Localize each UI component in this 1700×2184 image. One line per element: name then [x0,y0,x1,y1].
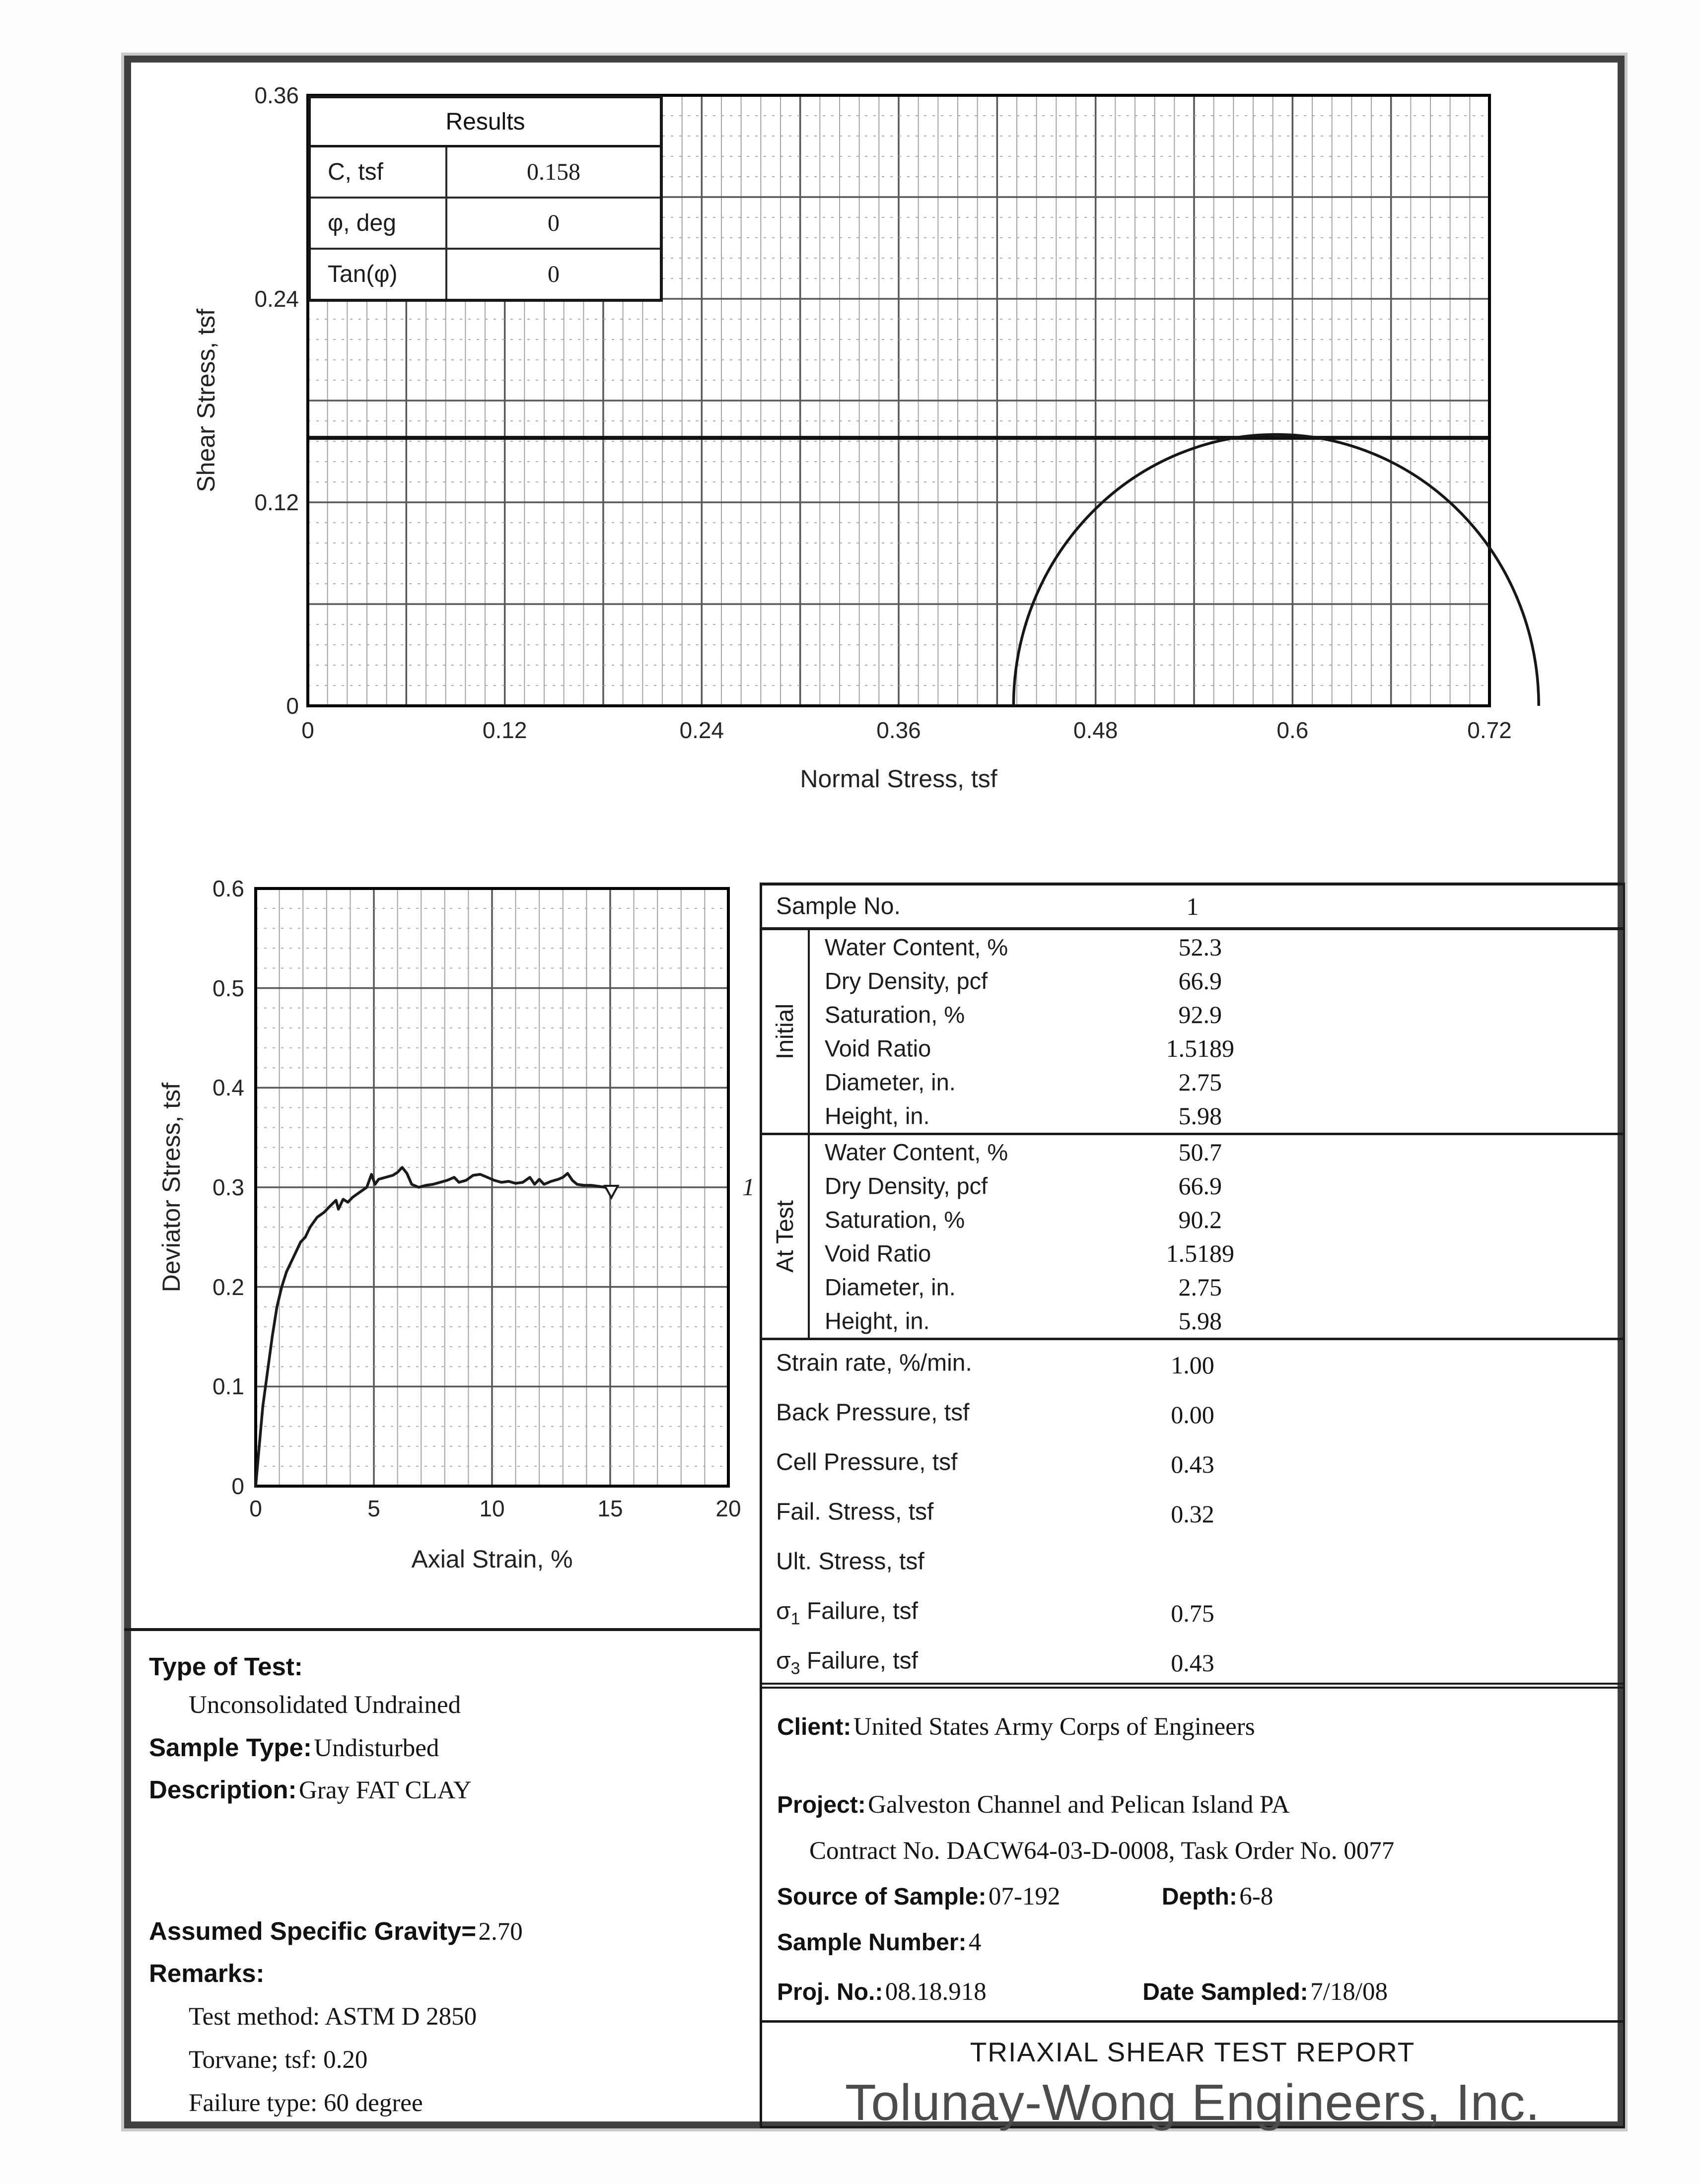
mohr-x-tick-labels [301,717,1512,747]
param-row-strain-rate: Strain rate, %/min. 1.00 [776,1350,1214,1379]
report-title: TRIAXIAL SHEAR TEST REPORT [970,2037,1416,2067]
mohr-y-tick-labels [233,82,303,719]
initial-group-label: Initial [762,930,810,1133]
at-test-group [762,1135,1623,1340]
y-tick-label: 0 [231,1473,244,1499]
sample-type-line: Sample Type: Undisturbed [149,1733,439,1762]
table-row: Height, in. 5.98 [825,1307,1222,1335]
stress-strain-x-axis-title: Axial Strain, % [411,1545,573,1573]
results-value: 0 [548,210,560,236]
stress-strain-chart [256,888,728,1486]
project-line: Project: Galveston Channel and Pelican Island PA [777,1791,1290,1819]
param-row-cell-pressure: Cell Pressure, tsf 0.43 [776,1449,1214,1478]
table-row: Water Content, % 50.7 [825,1138,1222,1166]
results-row-tan-phi [311,250,660,299]
type-of-test-label: Type of Test: [149,1652,303,1681]
x-tick-label: 10 [479,1496,505,1521]
param-row-ult-stress: Ult. Stress, tsf [776,1548,924,1575]
sample-no-row [762,886,1623,930]
y-tick-label: 0.2 [212,1274,244,1300]
results-label: C, tsf [311,147,447,197]
y-tick-label: 0.24 [254,286,299,312]
x-tick-label: 0.24 [679,717,724,743]
results-row-phi [311,199,660,250]
x-tick-label: 0.12 [482,717,527,743]
results-label: Tan(φ) [311,250,447,299]
report-divider [762,2020,1623,2023]
sample-no-value: 1 [1186,892,1199,920]
test-info-box [124,1628,761,2128]
y-tick-label: 0.5 [212,975,244,1001]
company-name: Tolunay-Wong Engineers, Inc. [845,2074,1541,2131]
curve-number-label: 1 [742,1173,755,1201]
proj-no-date-line: Proj. No.: 08.18.918 Date Sampled: 7/18/08 [777,1978,1388,2006]
x-tick-label: 0.6 [1276,717,1309,743]
x-tick-label: 15 [597,1496,623,1521]
x-tick-label: 0.36 [876,717,921,743]
stress-strain-canvas [256,888,742,1491]
mohr-x-axis-title: Normal Stress, tsf [800,765,997,793]
table-row: Void Ratio 1.5189 [825,1034,1234,1062]
stress-strain-x-tick-labels [249,1495,741,1525]
type-of-test-value: Unconsolidated Undrained [189,1691,461,1719]
x-tick-label: 0.48 [1073,717,1118,743]
remark-torvane: Torvane; tsf: 0.20 [189,2046,368,2074]
client-line: Client: United States Army Corps of Engineers [777,1713,1255,1741]
specific-gravity-line: Assumed Specific Gravity= 2.70 [149,1917,523,1946]
description-line: Description: Gray FAT CLAY [149,1775,472,1804]
table-row: Saturation, % 92.9 [825,1001,1222,1028]
y-tick-label: 0.6 [212,876,244,901]
table-row: Diameter, in. 2.75 [825,1273,1222,1301]
sample-number-line: Sample Number: 4 [777,1928,982,1956]
x-tick-label: 0 [249,1496,262,1521]
table-row: Water Content, % 52.3 [825,933,1222,961]
table-row: Dry Density, pcf 66.9 [825,1172,1222,1200]
x-tick-label: 5 [367,1496,380,1521]
param-row-sigma3-failure: $\sigma_3$ Failure, tsf 0.43 [776,1647,1214,1678]
y-tick-label: 0 [286,693,299,719]
y-tick-label: 0.1 [212,1373,244,1400]
sample-data-table [760,883,1625,1688]
results-row-cohesion [311,147,660,199]
remark-test-method: Test method: ASTM D 2850 [189,2003,477,2031]
results-table-title: Results [311,98,660,147]
results-label: φ, deg [311,199,447,248]
results-table [308,95,663,302]
table-row: Void Ratio 1.5189 [825,1239,1234,1267]
stress-strain-y-axis-title: Deviator Stress, tsf [157,1082,185,1293]
remarks-label: Remarks: [149,1959,265,1987]
table-row: Diameter, in. 2.75 [825,1068,1222,1096]
at-test-group-label: At Test [762,1135,810,1338]
y-tick-label: 0.12 [254,489,299,515]
sample-no-label: Sample No. [776,893,901,920]
stress-strain-y-tick-labels [179,876,248,1499]
results-value: 0.158 [527,159,580,185]
param-row-sigma1-failure: $\sigma_1$ Failure, tsf 0.75 [776,1598,1214,1629]
x-tick-label: 20 [715,1496,741,1521]
table-row: Dry Density, pcf 66.9 [825,967,1222,995]
y-tick-label: 0.3 [212,1174,244,1200]
y-tick-label: 0.4 [212,1075,244,1101]
contract-line: Contract No. DACW64-03-D-0008, Task Order No. 0077 [809,1837,1395,1865]
remark-failure-type: Failure type: 60 degree [189,2089,423,2117]
initial-group [762,930,1623,1135]
param-row-fail-stress: Fail. Stress, tsf 0.32 [776,1499,1214,1528]
table-row: Saturation, % 90.2 [825,1206,1222,1233]
param-row-back-pressure: Back Pressure, tsf 0.00 [776,1399,1214,1429]
y-tick-label: 0.36 [254,82,299,108]
report-info-box [760,1683,1625,2131]
table-row: Height, in. 5.98 [825,1102,1222,1130]
x-tick-label: 0 [301,717,314,743]
results-value: 0 [548,261,560,287]
x-tick-label: 0.72 [1467,717,1512,743]
mohr-y-axis-title: Shear Stress, tsf [192,309,220,492]
source-depth-line: Source of Sample: 07-192 Depth: 6-8 [777,1883,1274,1911]
